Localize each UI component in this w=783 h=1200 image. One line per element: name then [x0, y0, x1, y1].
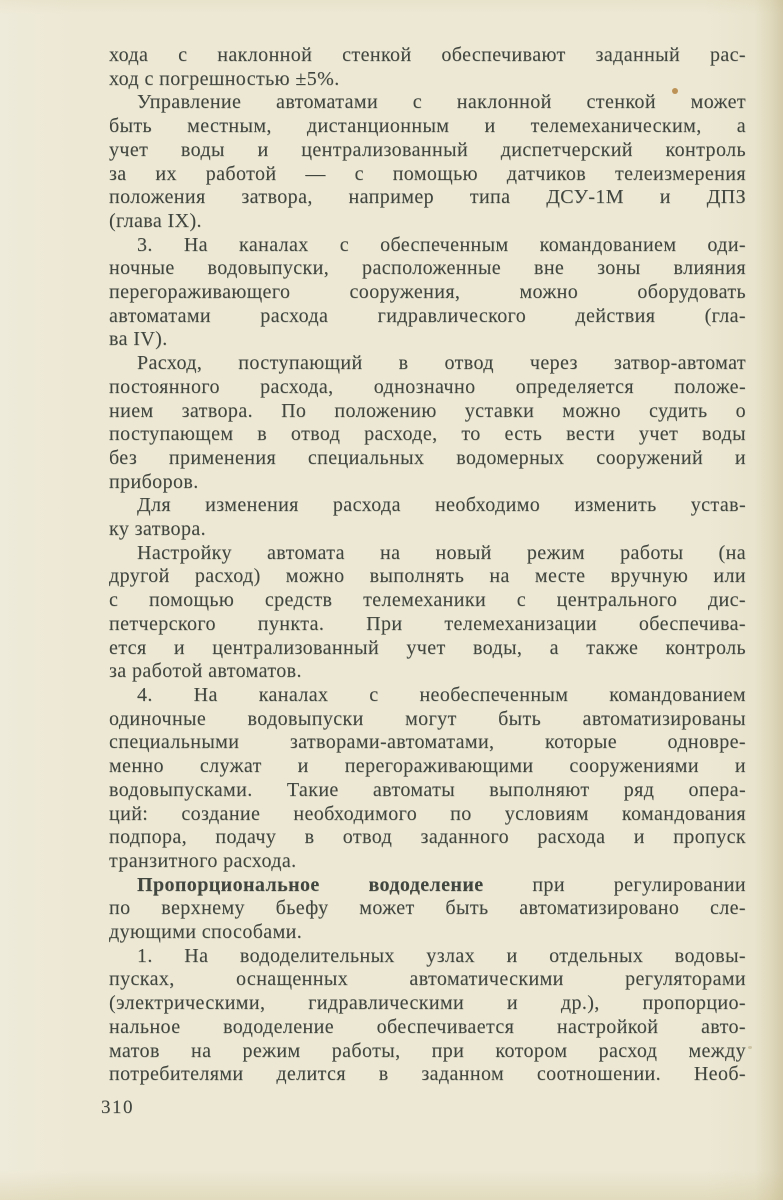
text-line: постоянного расхода, однозначно определяется положе- [109, 375, 746, 398]
text-line: водовыпусками. Такие автоматы выполняют ряд опера- [109, 778, 746, 801]
text-line: ций: создание необходимого по условиям командования [109, 802, 746, 825]
text-line: другой расход) можно выполнять на месте вручную или [109, 565, 746, 588]
page-top-shading [0, 0, 783, 14]
bold-text: Пропорциональное вододеление [137, 873, 484, 896]
text-line: нальное вододеление обеспечивается настройкой авто- [109, 1015, 746, 1038]
text-line: потребителями делится в заданном соотношении. Необ- [109, 1063, 746, 1086]
text-line: (глава IX). [109, 209, 202, 232]
text-line: пусках, оснащенных автоматическими регуляторами [109, 968, 746, 991]
text-line: ва IV). [109, 328, 168, 351]
text-line: быть местным, дистанционным и телемеханическим, а [109, 115, 746, 138]
text-line: ночные водовыпуски, расположенные вне зоны влияния [109, 257, 746, 280]
text-line: матов на режим работы, при котором расход между [109, 1039, 746, 1062]
text-line: (электрическими, гидравлическими и др.), пропорцио- [109, 992, 746, 1015]
text-line: хода с наклонной стенкой обеспечивают заданный рас- [109, 44, 746, 66]
text-line: транзитного расхода. [109, 849, 297, 872]
text-line: за их работой — с помощью датчиков телеизмерения [109, 162, 746, 185]
text-line: 4. На каналах с необеспеченным командованием [137, 683, 746, 706]
text-segment: при регулировании [483, 873, 746, 896]
text-line: подпора, подачу в отвод заданного расхода и пропуск [109, 826, 746, 849]
text-line: по верхнему бьефу может быть автоматизировано сле- [109, 897, 746, 920]
text-line: учет воды и централизованный диспетчерский контроль [109, 138, 746, 161]
text-line: приборов. [109, 470, 199, 493]
text-line: за работой автоматов. [109, 660, 302, 683]
page-edge-shadow [755, 0, 783, 1200]
text-line: автоматами расхода гидравлического действия (гла- [109, 304, 746, 327]
page-number: 310 [101, 1097, 134, 1118]
text-line: ход с погрешностью ±5%. [109, 67, 340, 90]
paper-blemish [748, 1046, 752, 1049]
text-line: Для изменения расхода необходимо изменить устав- [137, 494, 746, 517]
text-line: 1. На вододелительных узлах и отдельных водовы- [137, 944, 746, 967]
text-line: 3. На каналах с обеспеченным командованием оди- [137, 233, 746, 256]
text-line: Настройку автомата на новый режим работы (на [137, 541, 746, 564]
text-line: перегораживающего сооружения, можно оборудовать [109, 281, 746, 304]
text-line [109, 874, 746, 898]
text-line: Управление автоматами с наклонной стенкой может [137, 91, 746, 114]
text-line: ку затвора. [109, 518, 207, 541]
text-line: дующими способами. [109, 921, 303, 944]
text-line: положения затвора, например типа ДСУ-1М и ДПЗ [109, 186, 746, 209]
text-line: менно служат и перегораживающими сооружениями и [109, 755, 746, 778]
text-line: с помощью средств телемеханики с центрального дис- [109, 589, 746, 612]
text-line: Расход, поступающий в отвод через затвор-автомат [137, 352, 746, 375]
page-text [109, 44, 746, 1087]
text-line: без применения специальных водомерных сооружений и [109, 446, 746, 469]
text-line: поступающем в отвод расходе, то есть вести учет воды [109, 423, 746, 446]
text-line: специальными затворами-автоматами, которые одновре- [109, 731, 746, 754]
text-line: ется и централизованный учет воды, а также контроль [109, 636, 746, 659]
page-bottom-shadow [0, 1170, 783, 1200]
text-line: одиночные водовыпуски могут быть автоматизированы [109, 707, 746, 730]
text-line: петчерского пункта. При телемеханизации обеспечива- [109, 612, 746, 635]
text-line: нием затвора. По положению уставки можно судить о [109, 399, 746, 422]
